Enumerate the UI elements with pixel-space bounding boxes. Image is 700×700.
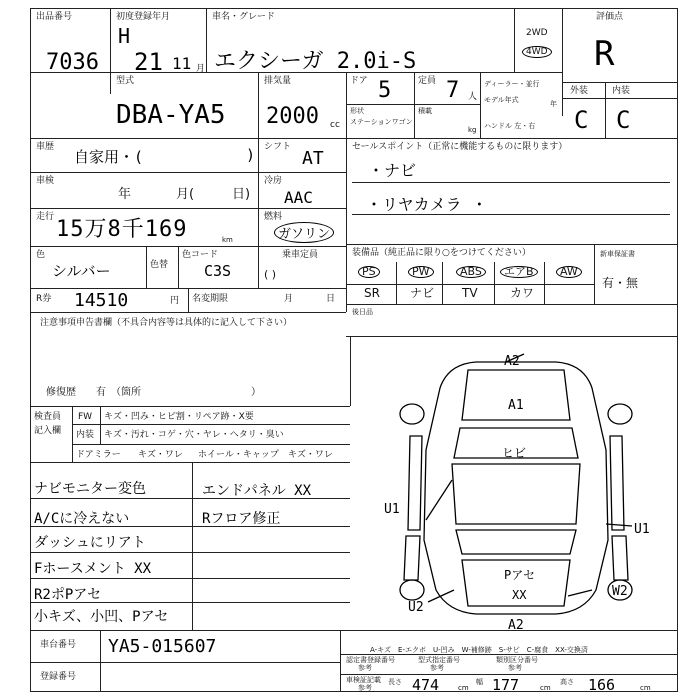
drive-2wd: 2WD <box>526 28 548 38</box>
mirror-text: キズ・ワレ <box>138 450 183 460</box>
fuel-value: ガソリン <box>274 222 334 243</box>
interior-score: C <box>616 106 631 134</box>
inspector-label-1: 検査員 <box>34 412 62 422</box>
mark-w2: W2 <box>612 584 628 599</box>
remark-3: ダッシュにリアト <box>34 535 146 551</box>
post-items-label: 後日品 <box>352 308 373 316</box>
inspect-sub: 参考 <box>358 684 372 692</box>
mark-a2-bottom: A2 <box>508 618 524 633</box>
mark-repaint: Pアセ <box>504 568 536 582</box>
first-reg-year: 21 <box>134 48 163 76</box>
inspection-label: 車検 <box>36 176 55 186</box>
notes-label: 注意事項申告書欄（不具合内容等は具体的に記入して下さい） <box>40 318 293 328</box>
ac-value: AAC <box>284 188 313 207</box>
interior-label: 内装 <box>612 86 631 96</box>
load-unit: kg <box>468 126 477 134</box>
mark-a2-top: A2 <box>504 354 520 369</box>
lot-number: 7036 <box>46 50 99 75</box>
equip-abs: ABS <box>456 266 486 278</box>
height-value: 166 <box>588 676 616 694</box>
month-unit: 月 <box>196 64 206 74</box>
mark-u2: U2 <box>408 600 424 615</box>
score-value: R <box>594 34 615 74</box>
official-sub: 参考 <box>358 664 372 672</box>
title-month: 月 <box>284 294 294 304</box>
shift-value: AT <box>302 148 324 169</box>
first-reg-month: 11 <box>172 54 192 73</box>
damage-legend: A-キズ E-エクボ U-凹み W-補修跡 S-サビ C-腐食 XX-交換済 <box>370 646 588 654</box>
fw-text: キズ・凹み・ヒビ割・リペア跡・X要 <box>104 412 254 422</box>
inspection-year: 年 <box>118 187 132 202</box>
mark-xx: XX <box>512 588 527 602</box>
first-reg-label: 初度登録年月 <box>116 12 171 22</box>
cert-sub: 参考 <box>430 664 444 672</box>
category-sub: 参考 <box>508 664 522 672</box>
car-damage-diagram <box>356 340 676 630</box>
model-grade-label: 車名・グレード <box>212 12 276 22</box>
equip-sr: SR <box>364 286 380 300</box>
sales-point-2: ・リヤカメラ ・ <box>366 195 488 214</box>
color-code-value: C3S <box>204 262 232 280</box>
new-warranty-value: 有・無 <box>602 276 639 290</box>
ac-label: 冷房 <box>264 176 283 186</box>
length-unit: cm <box>458 684 469 692</box>
shape-value: ステーションワゴン <box>350 118 413 126</box>
usage-label: 車歴 <box>36 142 55 152</box>
remark-1: ナビモニター変色 <box>34 481 146 497</box>
drive-4wd: 4WD <box>522 46 552 58</box>
model-grade: エクシーガ 2.0i-S <box>214 49 417 74</box>
height-unit: cm <box>640 684 651 692</box>
shape-label: 形状 <box>350 107 364 115</box>
recycle-unit: 円 <box>170 296 180 306</box>
mark-crack: ヒビ <box>502 446 527 460</box>
score-label: 評価点 <box>596 12 624 22</box>
displacement-value: 2000 <box>266 104 319 129</box>
height-label: 高さ <box>560 678 574 686</box>
width-label: 幅 <box>476 678 483 686</box>
lot-label: 出品番号 <box>36 12 73 22</box>
type-label: 型式 <box>116 76 135 86</box>
title-change-label: 名変期限 <box>192 294 229 304</box>
width-unit: cm <box>540 684 551 692</box>
recycle-label: R券 <box>36 294 52 304</box>
mirror-label: ドアミラー <box>76 450 121 460</box>
seats-label: 乗車定員 <box>282 250 319 260</box>
category-label: 類別区分番号 <box>496 656 538 664</box>
int-text: キズ・汚れ・コゲ・穴・ヤレ・ヘタリ・臭い <box>104 430 284 440</box>
remark-right-1: エンドパネル XX <box>202 483 312 499</box>
wheel-text: キズ・ワレ <box>288 450 333 460</box>
equip-aw: AW <box>556 266 582 278</box>
chassis-label: 車台番号 <box>40 640 77 650</box>
remark-5: R2ポPアセ <box>34 587 102 603</box>
capacity-value: 7 <box>446 78 460 103</box>
equip-ps: PS <box>358 266 380 278</box>
equip-tv: TV <box>462 286 478 300</box>
handle-label: ハンドル 左・右 <box>484 122 536 130</box>
new-warranty-label: 新車保証書 <box>600 250 635 258</box>
length-value: 474 <box>412 676 440 694</box>
era: H <box>118 24 131 48</box>
inspector-label-2: 記入欄 <box>34 426 62 436</box>
usage-value: 自家用・( <box>74 148 144 166</box>
mileage-label: 走行 <box>36 212 55 222</box>
equip-airbag: エアB <box>500 266 538 278</box>
exterior-label: 外装 <box>570 86 589 96</box>
mark-u1-left: U1 <box>384 502 400 517</box>
remark-right-2: Rフロア修正 <box>202 511 281 527</box>
doors-label: ドア <box>350 76 368 86</box>
mileage-value: 15万8千169 <box>56 217 188 242</box>
cc-unit: cc <box>330 120 340 130</box>
sales-point-label: セールスポイント（正常に機能するものに限ります） <box>352 142 568 152</box>
length-label: 長さ <box>388 678 402 686</box>
equip-navi: ナビ <box>410 286 435 300</box>
equip-leather: カワ <box>510 286 535 300</box>
seats-paren: ( ) <box>264 268 277 281</box>
load-label: 積載 <box>418 107 432 115</box>
wheel-label: ホイール・キャップ <box>198 450 279 460</box>
registration-label: 登録番号 <box>40 672 77 682</box>
type-value: DBA-YA5 <box>116 100 226 130</box>
equipment-label: 装備品（純正品に限り○をつけてください） <box>352 248 531 258</box>
capacity-label: 定員 <box>418 76 437 86</box>
fuel-label: 燃料 <box>264 212 283 222</box>
repaint-label: 色替 <box>150 260 169 270</box>
remark-4: Fホースメント XX <box>34 561 152 577</box>
official-label: 認定書登録番号 <box>346 656 395 664</box>
color-value: シルバー <box>52 262 111 280</box>
mark-a1: A1 <box>508 398 524 413</box>
fw-label: FW <box>78 412 93 422</box>
remark-6: 小キズ、小凹、Pアセ <box>34 609 169 625</box>
inspection-month: 月( <box>176 187 195 202</box>
dealer-label: ディーラー・並行 <box>484 80 540 88</box>
cert-label: 型式指定番号 <box>418 656 460 664</box>
capacity-unit: 人 <box>468 92 478 102</box>
shift-label: シフト <box>264 142 292 152</box>
repair-history: 修復歴 有 （箇所 ） <box>46 387 261 398</box>
usage-close: ) <box>246 146 256 164</box>
displacement-label: 排気量 <box>264 76 292 86</box>
color-code-label: 色コード <box>182 250 219 260</box>
model-year-label: モデル年式 <box>484 96 519 104</box>
equip-pw: PW <box>408 266 434 278</box>
recycle-value: 14510 <box>74 290 129 311</box>
mark-u1-right: U1 <box>634 522 650 537</box>
model-year-unit: 年 <box>550 100 557 108</box>
color-label: 色 <box>36 250 46 260</box>
title-day: 日 <box>326 294 336 304</box>
width-value: 177 <box>492 676 520 694</box>
int-label: 内装 <box>76 430 95 440</box>
doors-value: 5 <box>378 78 392 103</box>
inspection-day: 日) <box>232 187 251 202</box>
chassis-value: YA5-015607 <box>108 636 217 657</box>
exterior-score: C <box>574 106 589 134</box>
inspect-label: 車検証記載 <box>346 676 381 684</box>
km-unit: km <box>222 236 233 244</box>
remark-2: A/Cに冷えない <box>34 511 130 527</box>
sales-point-1: ・ナビ <box>368 161 417 180</box>
